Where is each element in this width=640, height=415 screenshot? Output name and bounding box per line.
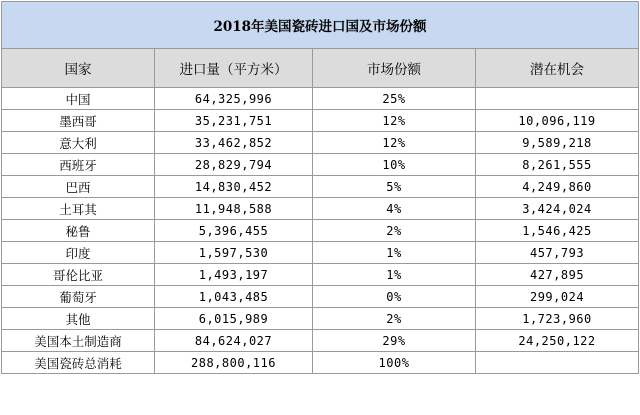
- import-volume-cell: 11,948,588: [155, 198, 313, 220]
- country-cell: 西班牙: [2, 154, 155, 176]
- import-volume-cell: 28,829,794: [155, 154, 313, 176]
- market-share-cell: 12%: [313, 132, 476, 154]
- market-share-cell: 12%: [313, 110, 476, 132]
- country-cell: 巴西: [2, 176, 155, 198]
- title-row: [2, 2, 639, 49]
- potential-cell: 9,589,218: [476, 132, 639, 154]
- potential-cell: 1,723,960: [476, 308, 639, 330]
- potential-cell: [476, 88, 639, 110]
- country-cell: 美国瓷砖总消耗: [2, 352, 155, 374]
- country-cell: 印度: [2, 242, 155, 264]
- table-row: [2, 242, 639, 264]
- table-row: [2, 264, 639, 286]
- table-row: [2, 132, 639, 154]
- table-row: [2, 330, 639, 352]
- potential-cell: 427,895: [476, 264, 639, 286]
- country-cell: 墨西哥: [2, 110, 155, 132]
- potential-cell: 8,261,555: [476, 154, 639, 176]
- import-volume-cell: 64,325,996: [155, 88, 313, 110]
- country-cell: 秘鲁: [2, 220, 155, 242]
- potential-cell: 457,793: [476, 242, 639, 264]
- market-share-cell: 29%: [313, 330, 476, 352]
- market-share-cell: 2%: [313, 308, 476, 330]
- market-share-cell: 1%: [313, 242, 476, 264]
- table-row: [2, 220, 639, 242]
- import-volume-cell: 1,597,530: [155, 242, 313, 264]
- import-volume-cell: 14,830,452: [155, 176, 313, 198]
- table-row: [2, 198, 639, 220]
- table-row: [2, 110, 639, 132]
- import-volume-cell: 288,800,116: [155, 352, 313, 374]
- country-cell: 美国本土制造商: [2, 330, 155, 352]
- table-row: [2, 88, 639, 110]
- import-volume-cell: 1,043,485: [155, 286, 313, 308]
- country-cell: 中国: [2, 88, 155, 110]
- table-row: [2, 308, 639, 330]
- country-cell: 意大利: [2, 132, 155, 154]
- country-cell: 葡萄牙: [2, 286, 155, 308]
- table-title: 2018年美国瓷砖进口国及市场份额: [2, 2, 639, 49]
- potential-cell: 3,424,024: [476, 198, 639, 220]
- country-cell: 哥伦比亚: [2, 264, 155, 286]
- import-volume-cell: 35,231,751: [155, 110, 313, 132]
- import-volume-cell: 1,493,197: [155, 264, 313, 286]
- potential-cell: 299,024: [476, 286, 639, 308]
- potential-cell: 10,096,119: [476, 110, 639, 132]
- import-volume-cell: 84,624,027: [155, 330, 313, 352]
- potential-cell: 1,546,425: [476, 220, 639, 242]
- market-share-cell: 2%: [313, 220, 476, 242]
- market-share-cell: 5%: [313, 176, 476, 198]
- potential-cell: [476, 352, 639, 374]
- import-volume-cell: 5,396,455: [155, 220, 313, 242]
- market-share-cell: 10%: [313, 154, 476, 176]
- market-share-cell: 100%: [313, 352, 476, 374]
- market-share-cell: 0%: [313, 286, 476, 308]
- country-cell: 土耳其: [2, 198, 155, 220]
- country-cell: 其他: [2, 308, 155, 330]
- table-row: [2, 352, 639, 374]
- header-row: [2, 49, 639, 88]
- header-import-volume: 进口量（平方米）: [155, 49, 313, 88]
- import-volume-cell: 33,462,852: [155, 132, 313, 154]
- table-row: [2, 176, 639, 198]
- potential-cell: 4,249,860: [476, 176, 639, 198]
- import-share-table: [1, 1, 639, 374]
- market-share-cell: 25%: [313, 88, 476, 110]
- potential-cell: 24,250,122: [476, 330, 639, 352]
- market-share-cell: 4%: [313, 198, 476, 220]
- header-market-share: 市场份额: [313, 49, 476, 88]
- table-row: [2, 286, 639, 308]
- import-table-sheet: [1, 1, 638, 412]
- header-country: 国家: [2, 49, 155, 88]
- import-volume-cell: 6,015,989: [155, 308, 313, 330]
- header-potential-opportunity: 潜在机会: [476, 49, 639, 88]
- market-share-cell: 1%: [313, 264, 476, 286]
- table-row: [2, 154, 639, 176]
